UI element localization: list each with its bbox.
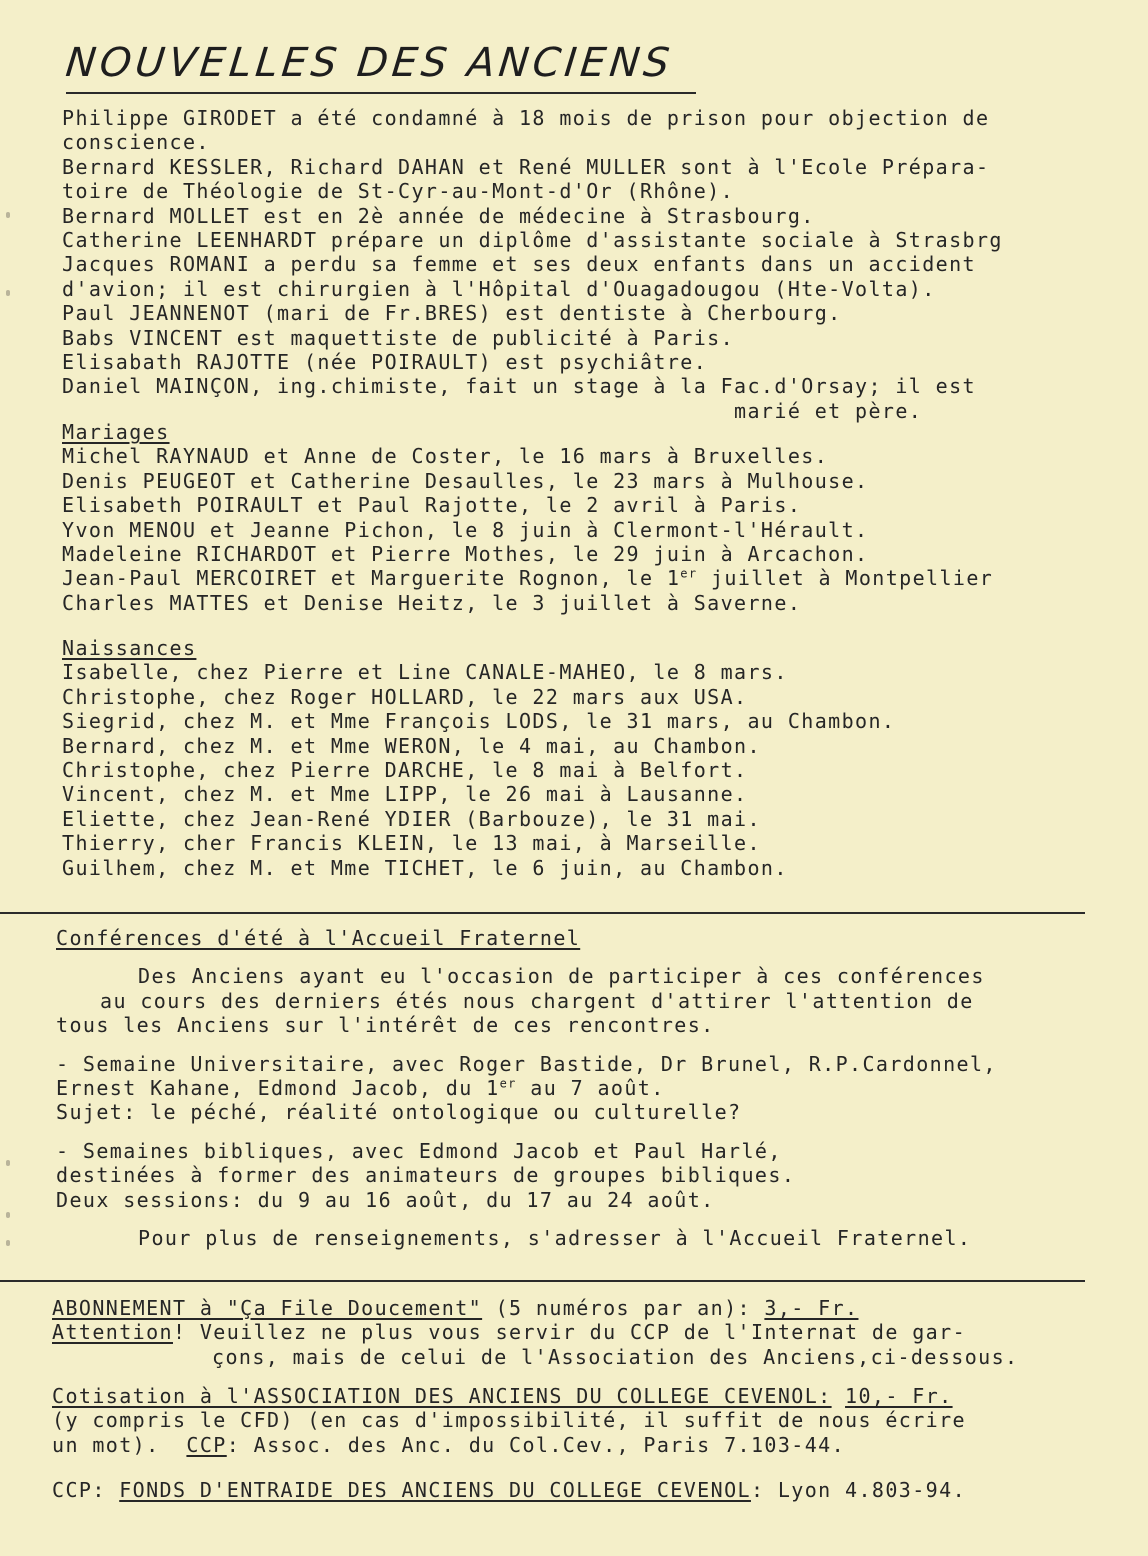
mariage-line: Charles MATTES et Denise Heitz, le 3 juillet à Saverne. — [62, 590, 802, 615]
conferences-intro-line: tous les Anciens sur l'intérêt de ces rencontres. — [56, 1013, 715, 1038]
news-line: Jacques ROMANI a perdu sa femme et ses deux enfants dans un accident — [62, 252, 976, 277]
naissance-line: Bernard, chez M. et Mme WERON, le 4 mai, au Chambon. — [62, 733, 761, 758]
attention-line — [52, 1320, 1102, 1344]
cotisation-line — [52, 1384, 1102, 1408]
news-section — [62, 106, 1112, 423]
mariages-heading: Mariages — [62, 420, 170, 444]
mariage-text: juillet à Montpellier — [697, 566, 994, 591]
abonnement-label: ABONNEMENT à "Ça File Doucement" — [52, 1296, 483, 1320]
section-divider — [0, 1280, 1085, 1282]
news-line: conscience. — [62, 130, 210, 155]
abonnement-detail: (5 numéros par an): — [482, 1296, 765, 1320]
fonds-label: FONDS D'ENTRAIDE DES ANCIENS DU COLLEGE CEVENOL — [119, 1478, 751, 1502]
news-line: toire de Théologie de St-Cyr-au-Mont-d'Or (Rhône). — [62, 179, 735, 204]
conferences-section — [56, 926, 1106, 1250]
naissance-line: Christophe, chez Pierre DARCHE, le 8 mai à Belfort. — [62, 758, 748, 783]
news-line: Bernard KESSLER, Richard DAHAN et René MULLER sont à l'Ecole Prépara- — [62, 154, 990, 179]
news-line: Elisabath RAJOTTE (née POIRAULT) est psychiâtre. — [62, 350, 708, 375]
cotisation-label: Cotisation à l'ASSOCIATION DES ANCIENS DU COLLEGE CEVENOL: — [52, 1384, 832, 1408]
naissance-line: Vincent, chez M. et Mme LIPP, le 26 mai à Lausanne. — [62, 782, 748, 807]
conferences-intro-line: Des Anciens ayant eu l'occasion de participer à ces conférences — [138, 964, 985, 989]
news-line: Paul JEANNENOT (mari de Fr.BRES) est dentiste à Cherbourg. — [62, 301, 842, 326]
news-line: Bernard MOLLET est en 2è année de médecine à Strasbourg. — [62, 203, 815, 228]
bibliques-line: - Semaines bibliques, avec Edmond Jacob et Paul Harlé, — [56, 1138, 782, 1163]
abonnement-line — [52, 1296, 1102, 1320]
cotisation-line: (y compris le CFD) (en cas d'impossibilité, il suffit de nous écrire — [52, 1408, 966, 1433]
mariage-text: Jean-Paul MERCOIRET et Marguerite Rognon, le 1 — [62, 566, 681, 591]
attention-text: ! Veuillez ne plus vous servir du CCP de l'Internat de gar- — [172, 1320, 967, 1345]
naissances-section — [62, 636, 1112, 880]
bibliques-line: Deux sessions: du 9 au 16 août, du 17 au 24 août. — [56, 1187, 715, 1212]
superscript: er — [680, 566, 698, 581]
naissance-line: Isabelle, chez Pierre et Line CANALE-MAHEO, le 8 mars. — [62, 660, 788, 685]
ccp-label: CCP — [186, 1432, 227, 1457]
universitaire-text: Ernest Kahane, Edmond Jacob, du 1 — [56, 1076, 500, 1101]
cotisation-text: un mot). — [52, 1432, 187, 1457]
mariage-line — [62, 566, 1112, 590]
abonnement-section — [52, 1296, 1102, 1369]
conferences-heading: Conférences d'été à l'Accueil Fraternel — [56, 926, 581, 950]
universitaire-text: au 7 août. — [516, 1076, 665, 1101]
cotisation-text: : Assoc. des Anc. du Col.Cev., Paris 7.103-44. — [226, 1432, 846, 1457]
section-divider — [0, 912, 1085, 914]
cotisation-line — [52, 1433, 1102, 1457]
naissance-line: Eliette, chez Jean-René YDIER (Barbouze), le 31 mai. — [62, 806, 761, 831]
universitaire-line: - Semaine Universitaire, avec Roger Bastide, Dr Brunel, R.P.Cardonnel, — [56, 1051, 997, 1076]
news-line: d'avion; il est chirurgien à l'Hôpital d'Ouagadougou (Hte-Volta). — [62, 276, 936, 301]
news-line: marié et père. — [62, 398, 923, 423]
universitaire-subject: Sujet: le péché, réalité ontologique ou culturelle? — [56, 1100, 742, 1125]
fonds-prefix: CCP: — [52, 1478, 120, 1502]
news-line: Catherine LEENHARDT prépare un diplôme d'assistante sociale à Strasbrg — [62, 228, 1003, 253]
page-title: NOUVELLES DES ANCIENS — [63, 40, 676, 86]
naissance-line: Guilhem, chez M. et Mme TICHET, le 6 juin, au Chambon. — [62, 855, 788, 880]
margin-mark — [6, 290, 10, 296]
conferences-intro-line: au cours des derniers étés nous chargent d'attirer l'attention de — [100, 988, 974, 1013]
fonds-section — [52, 1478, 1102, 1502]
mariage-line: Madeleine RICHARDOT et Pierre Mothes, le 29 juin à Arcachon. — [62, 542, 869, 567]
universitaire-line — [56, 1076, 1106, 1100]
conferences-footer: Pour plus de renseignements, s'adresser à l'Accueil Fraternel. — [138, 1226, 972, 1251]
news-line: Philippe GIRODET a été condamné à 18 mois de prison pour objection de — [62, 106, 990, 130]
mariages-section — [62, 420, 1112, 615]
title-underline — [66, 92, 696, 94]
fonds-line — [52, 1478, 1102, 1502]
superscript: er — [499, 1076, 517, 1091]
cotisation-section — [52, 1384, 1102, 1457]
margin-mark — [6, 212, 10, 218]
bibliques-line: destinées à former des animateurs de groupes bibliques. — [56, 1163, 796, 1188]
mariage-line: Denis PEUGEOT et Catherine Desaulles, le 23 mars à Mulhouse. — [62, 468, 869, 493]
naissance-line: Siegrid, chez M. et Mme François LODS, le 31 mars, au Chambon. — [62, 709, 896, 734]
margin-mark — [6, 1240, 10, 1246]
naissance-line: Thierry, cher Francis KLEIN, le 13 mai, à Marseille. — [62, 831, 761, 856]
mariage-line: Yvon MENOU et Jeanne Pichon, le 8 juin à Clermont-l'Hérault. — [62, 517, 869, 542]
abonnement-price: 3,- Fr. — [764, 1296, 859, 1320]
news-line: Daniel MAINÇON, ing.chimiste, fait un stage à la Fac.d'Orsay; il est — [62, 374, 976, 399]
margin-mark — [6, 1212, 10, 1218]
attention-label: Attention — [52, 1320, 173, 1345]
news-line: Babs VINCENT est maquettiste de publicité à Paris. — [62, 325, 735, 350]
mariage-line: Michel RAYNAUD et Anne de Coster, le 16 mars à Bruxelles. — [62, 444, 829, 469]
naissances-heading: Naissances — [62, 636, 197, 660]
fonds-suffix: : Lyon 4.803-94. — [750, 1478, 967, 1502]
cotisation-price: 10,- Fr. — [845, 1384, 953, 1408]
mariage-line: Elisabeth POIRAULT et Paul Rajotte, le 2 avril à Paris. — [62, 493, 802, 518]
margin-mark — [6, 1160, 10, 1166]
attention-line: çons, mais de celui de l'Association des Anciens,ci-dessous. — [212, 1344, 1019, 1369]
naissance-line: Christophe, chez Roger HOLLARD, le 22 mars aux USA. — [62, 684, 748, 709]
